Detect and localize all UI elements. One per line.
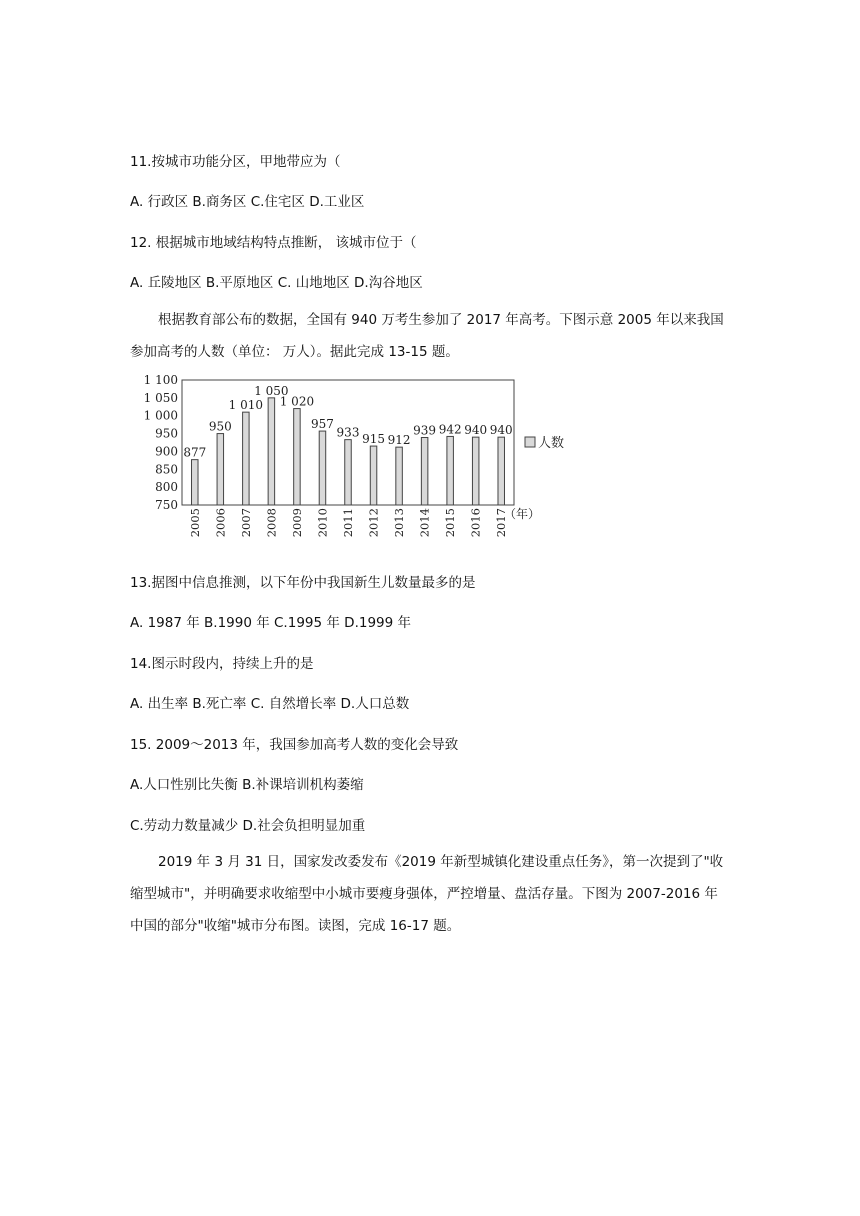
y-tick-label: 750 xyxy=(155,498,178,512)
q15-options-2: C.劳动力数量减少 D.社会负担明显加重 xyxy=(130,818,366,834)
bar-2015 xyxy=(447,436,454,505)
bar-2011 xyxy=(345,440,352,505)
x-tick-label-2007: 2007 xyxy=(238,508,253,538)
y-tick-label: 1 000 xyxy=(143,408,178,423)
data-label-2010: 957 xyxy=(311,417,334,432)
y-tick-label: 1 100 xyxy=(143,373,178,387)
bar-2005 xyxy=(192,460,199,505)
bar-2014 xyxy=(421,438,428,506)
x-tick-label-2013: 2013 xyxy=(392,508,407,538)
y-tick-label: 950 xyxy=(155,426,178,441)
y-tick-label: 800 xyxy=(155,480,178,495)
data-label-2016: 940 xyxy=(464,423,488,438)
x-tick-label-2014: 2014 xyxy=(417,508,432,538)
bar-2010 xyxy=(319,431,326,505)
q14-options: A. 出生率 B.死亡率 C. 自然增长率 D.人口总数 xyxy=(130,696,410,712)
x-axis-unit-label: （年） xyxy=(504,507,541,521)
bar-2017 xyxy=(498,437,505,505)
x-tick-label-2015: 2015 xyxy=(443,508,458,538)
data-label-2011: 933 xyxy=(336,425,360,440)
legend-label: 人数 xyxy=(538,436,565,451)
data-label-2005: 877 xyxy=(183,445,207,460)
q15-stem: 15. 2009～2013 年，我国参加高考人数的变化会导致 xyxy=(130,737,459,753)
y-tick-label: 900 xyxy=(155,444,178,459)
bar-2009 xyxy=(294,409,301,505)
data-label-2012: 915 xyxy=(362,432,385,447)
data-label-2014: 939 xyxy=(413,423,437,438)
x-tick-label-2009: 2009 xyxy=(289,508,304,538)
bar-2007 xyxy=(243,412,250,505)
q11-options: A. 行政区 B.商务区 C.住宅区 D.工业区 xyxy=(130,194,365,210)
x-tick-label-2016: 2016 xyxy=(468,508,483,538)
bar-2006 xyxy=(217,434,224,505)
x-tick-label-2011: 2011 xyxy=(341,508,355,538)
data-label-2007: 1 010 xyxy=(228,398,264,413)
x-tick-label-2012: 2012 xyxy=(366,508,381,538)
bar-2016 xyxy=(472,437,479,505)
data-label-2017: 940 xyxy=(489,423,513,438)
q15-options-1: A.人口性别比失衡 B.补课培训机构萎缩 xyxy=(130,777,364,793)
x-tick-label-2005: 2005 xyxy=(187,508,202,538)
x-tick-label-2008: 2008 xyxy=(264,508,279,538)
data-label-2015: 942 xyxy=(438,422,462,437)
data-label-2009: 1 020 xyxy=(279,394,315,409)
x-tick-label-2010: 2010 xyxy=(315,508,330,538)
exam-takers-bar-chart xyxy=(136,368,576,550)
bar-2012 xyxy=(370,446,377,505)
legend-swatch xyxy=(525,437,535,447)
x-tick-label-2006: 2006 xyxy=(213,508,228,538)
y-tick-label: 1 050 xyxy=(143,390,178,405)
intro-16-17: 2019 年 3 月 31 日，国家发改委发布《2019 年新型城镇化建设重点任务》，第一次提到了"收缩型城市"，并明确要求收缩型中小城市要瘦身强体，严控增量、盘活存量。下图为 2007-2016 年中国的部分"收缩"城市分布图。读图，完成 16-17 题。 xyxy=(130,854,724,934)
x-tick-label-2017: 2017 xyxy=(494,508,509,538)
q11-stem: 11.按城市功能分区，甲地带应为（ xyxy=(130,154,341,170)
y-tick-label: 850 xyxy=(155,462,178,477)
q14-stem: 14.图示时段内，持续上升的是 xyxy=(130,656,314,672)
q12-stem: 12. 根据城市地域结构特点推断， 该城市位于（ xyxy=(130,235,417,251)
intro-13-15: 根据教育部公布的数据，全国有 940 万考生参加了 2017 年高考。下图示意 2005 年以来我国参加高考的人数（单位： 万人）。据此完成 13-15 题。 xyxy=(130,312,724,360)
q13-options: A. 1987 年 B.1990 年 C.1995 年 D.1999 年 xyxy=(130,615,412,631)
data-label-2013: 912 xyxy=(387,433,411,448)
bar-2008 xyxy=(268,398,275,505)
data-label-2008: 1 050 xyxy=(254,383,289,398)
q13-stem: 13.据图中信息推测，以下年份中我国新生儿数量最多的是 xyxy=(130,575,476,591)
bar-2013 xyxy=(396,447,403,505)
q12-options: A. 丘陵地区 B.平原地区 C. 山地地区 D.沟谷地区 xyxy=(130,275,423,291)
data-label-2006: 950 xyxy=(208,419,232,434)
